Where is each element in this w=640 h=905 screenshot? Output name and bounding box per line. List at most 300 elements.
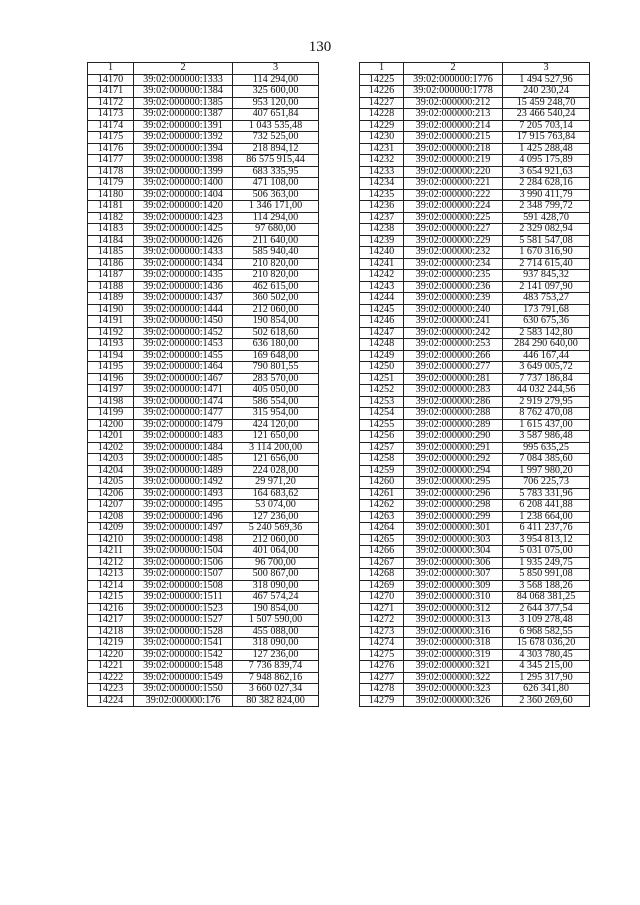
table-row [88,569,319,581]
cadastral-number-cell: 39:02:000000:1507 [134,569,233,581]
row-number-cell: 14248 [360,339,404,351]
table-row [360,661,590,673]
row-number-cell: 14199 [88,408,134,420]
table-row [88,615,319,627]
table-row [88,603,319,615]
row-number-cell: 14263 [360,511,404,523]
row-number-cell: 14272 [360,615,404,627]
table-row [360,258,590,270]
table-row [360,97,590,109]
cadastral-number-cell: 39:02:000000:323 [404,684,503,696]
row-number-cell: 14178 [88,166,134,178]
cadastral-number-cell: 39:02:000000:1425 [134,224,233,236]
row-number-cell: 14202 [88,442,134,454]
row-number-cell: 14206 [88,488,134,500]
cadastral-number-cell: 39:02:000000:1387 [134,109,233,121]
cadastral-number-cell: 39:02:000000:235 [404,270,503,282]
column-header-3: 3 [503,63,590,75]
row-number-cell: 14229 [360,120,404,132]
row-number-cell: 14235 [360,189,404,201]
row-number-cell: 14265 [360,534,404,546]
value-cell: 15 459 248,70 [503,97,590,109]
value-cell: 7 205 703,14 [503,120,590,132]
cadastral-number-cell: 39:02:000000:1489 [134,465,233,477]
row-number-cell: 14210 [88,534,134,546]
row-number-cell: 14207 [88,500,134,512]
row-number-cell: 14194 [88,350,134,362]
row-number-cell: 14176 [88,143,134,155]
row-number-cell: 14237 [360,212,404,224]
value-cell: 636 180,00 [233,339,319,351]
table-row [88,258,319,270]
row-number-cell: 14277 [360,672,404,684]
table-row [88,465,319,477]
value-cell: 6 208 441,88 [503,500,590,512]
table-row [88,500,319,512]
row-number-cell: 14279 [360,695,404,707]
value-cell: 2 583 142,80 [503,327,590,339]
value-cell: 23 466 540,24 [503,109,590,121]
cadastral-number-cell: 39:02:000000:176 [134,695,233,707]
cadastral-number-cell: 39:02:000000:1474 [134,396,233,408]
cadastral-number-cell: 39:02:000000:1452 [134,327,233,339]
cadastral-number-cell: 39:02:000000:214 [404,120,503,132]
table-row [88,189,319,201]
table-row [88,431,319,443]
row-number-cell: 14242 [360,270,404,282]
cadastral-number-cell: 39:02:000000:1776 [404,74,503,86]
value-cell: 4 095 175,89 [503,155,590,167]
cadastral-number-cell: 39:02:000000:232 [404,247,503,259]
row-number-cell: 14264 [360,523,404,535]
row-number-cell: 14254 [360,408,404,420]
value-cell: 3 568 188,26 [503,580,590,592]
table-row [360,431,590,443]
cadastral-number-cell: 39:02:000000:1426 [134,235,233,247]
table-row [88,649,319,661]
table-row [360,86,590,98]
row-number-cell: 14186 [88,258,134,270]
row-number-cell: 14251 [360,373,404,385]
table-row [88,396,319,408]
value-cell: 3 109 278,48 [503,615,590,627]
value-cell: 114 294,00 [233,74,319,86]
table-row [360,74,590,86]
cadastral-number-cell: 39:02:000000:304 [404,546,503,558]
cadastral-number-cell: 39:02:000000:1497 [134,523,233,535]
row-number-cell: 14214 [88,580,134,592]
value-cell: 190 854,00 [233,316,319,328]
row-number-cell: 14216 [88,603,134,615]
value-cell: 1 935 249,75 [503,557,590,569]
value-cell: 80 382 824,00 [233,695,319,707]
row-number-cell: 14227 [360,97,404,109]
row-number-cell: 14221 [88,661,134,673]
cadastral-number-cell: 39:02:000000:222 [404,189,503,201]
table-row [88,661,319,673]
table-row [360,419,590,431]
table-row [360,603,590,615]
cadastral-number-cell: 39:02:000000:1436 [134,281,233,293]
cadastral-number-cell: 39:02:000000:303 [404,534,503,546]
cadastral-number-cell: 39:02:000000:213 [404,109,503,121]
row-number-cell: 14188 [88,281,134,293]
table-row [88,684,319,696]
row-number-cell: 14256 [360,431,404,443]
row-number-cell: 14268 [360,569,404,581]
value-cell: 446 167,44 [503,350,590,362]
cadastral-number-cell: 39:02:000000:1455 [134,350,233,362]
value-cell: 3 990 411,79 [503,189,590,201]
value-cell: 2 919 279,95 [503,396,590,408]
row-number-cell: 14182 [88,212,134,224]
table-row [88,327,319,339]
value-cell: 5 581 547,08 [503,235,590,247]
cadastral-number-cell: 39:02:000000:1778 [404,86,503,98]
table-row [88,511,319,523]
row-number-cell: 14234 [360,178,404,190]
cadastral-number-cell: 39:02:000000:1511 [134,592,233,604]
cadastral-number-cell: 39:02:000000:1485 [134,454,233,466]
value-cell: 3 114 200,00 [233,442,319,454]
table-row [360,143,590,155]
table-row [360,189,590,201]
table-row [360,293,590,305]
cadastral-number-cell: 39:02:000000:221 [404,178,503,190]
row-number-cell: 14273 [360,626,404,638]
table-row [360,235,590,247]
cadastral-number-cell: 39:02:000000:227 [404,224,503,236]
cadastral-number-cell: 39:02:000000:283 [404,385,503,397]
value-cell: 483 753,27 [503,293,590,305]
row-number-cell: 14260 [360,477,404,489]
value-cell: 405 050,00 [233,385,319,397]
row-number-cell: 14215 [88,592,134,604]
row-number-cell: 14269 [360,580,404,592]
table-row [88,408,319,420]
row-number-cell: 14233 [360,166,404,178]
table-row [360,615,590,627]
table-row [360,109,590,121]
value-cell: 240 230,24 [503,86,590,98]
value-cell: 173 791,68 [503,304,590,316]
row-number-cell: 14195 [88,362,134,374]
table-row [88,454,319,466]
cadastral-number-cell: 39:02:000000:295 [404,477,503,489]
cadastral-number-cell: 39:02:000000:229 [404,235,503,247]
cadastral-number-cell: 39:02:000000:234 [404,258,503,270]
value-cell: 7 084 385,60 [503,454,590,466]
row-number-cell: 14213 [88,569,134,581]
row-number-cell: 14183 [88,224,134,236]
row-number-cell: 14252 [360,385,404,397]
row-number-cell: 14171 [88,86,134,98]
cadastral-number-cell: 39:02:000000:215 [404,132,503,144]
table-row [88,201,319,213]
value-cell: 7 948 862,16 [233,672,319,684]
row-number-cell: 14184 [88,235,134,247]
value-cell: 502 618,60 [233,327,319,339]
table-row [360,350,590,362]
value-cell: 1 238 664,00 [503,511,590,523]
table-row [360,132,590,144]
value-cell: 5 240 569,36 [233,523,319,535]
column-header-1: 1 [360,63,404,75]
page-number: 130 [308,39,332,55]
table-row [88,523,319,535]
value-cell: 190 854,00 [233,603,319,615]
table-row [360,672,590,684]
row-number-cell: 14197 [88,385,134,397]
value-cell: 127 236,00 [233,511,319,523]
row-number-cell: 14276 [360,661,404,673]
row-number-cell: 14250 [360,362,404,374]
row-number-cell: 14255 [360,419,404,431]
table-row [88,695,319,707]
cadastral-number-cell: 39:02:000000:1435 [134,270,233,282]
row-number-cell: 14271 [360,603,404,615]
cadastral-number-cell: 39:02:000000:1493 [134,488,233,500]
row-number-cell: 14191 [88,316,134,328]
cadastral-number-cell: 39:02:000000:1528 [134,626,233,638]
row-number-cell: 14181 [88,201,134,213]
table-row [360,569,590,581]
value-cell: 1 670 316,90 [503,247,590,259]
cadastral-number-cell: 39:02:000000:277 [404,362,503,374]
cadastral-number-cell: 39:02:000000:1508 [134,580,233,592]
value-cell: 1 043 535,48 [233,120,319,132]
value-cell: 17 915 763,84 [503,132,590,144]
table-row [360,281,590,293]
value-cell: 4 303 780,45 [503,649,590,661]
value-cell: 401 064,00 [233,546,319,558]
row-number-cell: 14208 [88,511,134,523]
cadastral-number-cell: 39:02:000000:298 [404,500,503,512]
value-cell: 1 425 288,48 [503,143,590,155]
value-cell: 4 345 215,00 [503,661,590,673]
row-number-cell: 14170 [88,74,134,86]
table-row [88,362,319,374]
cadastral-number-cell: 39:02:000000:286 [404,396,503,408]
table-row [360,557,590,569]
table-row [88,304,319,316]
table-row [360,684,590,696]
value-cell: 407 651,84 [233,109,319,121]
cadastral-number-cell: 39:02:000000:1495 [134,500,233,512]
value-cell: 3 587 986,48 [503,431,590,443]
row-number-cell: 14228 [360,109,404,121]
table-row [360,166,590,178]
table-row [360,546,590,558]
cadastral-number-cell: 39:02:000000:1496 [134,511,233,523]
table-row [88,109,319,121]
row-number-cell: 14243 [360,281,404,293]
table-row [88,477,319,489]
cadastral-number-cell: 39:02:000000:1484 [134,442,233,454]
row-number-cell: 14211 [88,546,134,558]
table-row [360,327,590,339]
cadastral-number-cell: 39:02:000000:319 [404,649,503,661]
cadastral-number-cell: 39:02:000000:316 [404,626,503,638]
value-cell: 1 507 590,00 [233,615,319,627]
row-number-cell: 14244 [360,293,404,305]
row-number-cell: 14257 [360,442,404,454]
table-row [360,178,590,190]
value-cell: 2 714 615,40 [503,258,590,270]
row-number-cell: 14230 [360,132,404,144]
table-row [88,592,319,604]
cadastral-number-cell: 39:02:000000:1384 [134,86,233,98]
cadastral-number-cell: 39:02:000000:301 [404,523,503,535]
table-row [360,592,590,604]
table-row [360,477,590,489]
row-number-cell: 14201 [88,431,134,443]
value-cell: 3 649 005,72 [503,362,590,374]
cadastral-number-cell: 39:02:000000:1479 [134,419,233,431]
table-row [88,235,319,247]
value-cell: 2 329 082,94 [503,224,590,236]
row-number-cell: 14189 [88,293,134,305]
value-cell: 96 700,00 [233,557,319,569]
table-row [88,293,319,305]
table-row [88,638,319,650]
row-number-cell: 14226 [360,86,404,98]
table-row [88,247,319,259]
cadastral-number-cell: 39:02:000000:1542 [134,649,233,661]
table-row [360,316,590,328]
value-cell: 318 090,00 [233,580,319,592]
cadastral-number-cell: 39:02:000000:289 [404,419,503,431]
row-number-cell: 14224 [88,695,134,707]
table-row [360,500,590,512]
cadastral-number-cell: 39:02:000000:236 [404,281,503,293]
table-row [88,488,319,500]
column-header-1: 1 [88,63,134,75]
left-table-body [88,74,319,707]
value-cell: 212 060,00 [233,534,319,546]
value-cell: 315 954,00 [233,408,319,420]
table-row [88,281,319,293]
table-row [88,442,319,454]
row-number-cell: 14177 [88,155,134,167]
value-cell: 3 654 921,63 [503,166,590,178]
table-row [88,373,319,385]
cadastral-number-cell: 39:02:000000:1477 [134,408,233,420]
table-row [88,580,319,592]
column-header-2: 2 [404,63,503,75]
cadastral-number-cell: 39:02:000000:307 [404,569,503,581]
value-cell: 6 411 237,76 [503,523,590,535]
value-cell: 29 971,20 [233,477,319,489]
cadastral-number-cell: 39:02:000000:321 [404,661,503,673]
value-cell: 1 494 527,96 [503,74,590,86]
row-number-cell: 14246 [360,316,404,328]
row-number-cell: 14247 [360,327,404,339]
cadastral-number-cell: 39:02:000000:225 [404,212,503,224]
table-row [88,350,319,362]
row-number-cell: 14225 [360,74,404,86]
table-row [360,408,590,420]
value-cell: 212 060,00 [233,304,319,316]
cadastral-number-cell: 39:02:000000:1433 [134,247,233,259]
value-cell: 210 820,00 [233,258,319,270]
table-row [88,270,319,282]
row-number-cell: 14190 [88,304,134,316]
row-number-cell: 14222 [88,672,134,684]
value-cell: 500 867,00 [233,569,319,581]
table-row [88,86,319,98]
value-cell: 127 236,00 [233,649,319,661]
row-number-cell: 14175 [88,132,134,144]
row-number-cell: 14173 [88,109,134,121]
cadastral-number-cell: 39:02:000000:1506 [134,557,233,569]
cadastral-number-cell: 39:02:000000:220 [404,166,503,178]
row-number-cell: 14212 [88,557,134,569]
table-row [360,155,590,167]
cadastral-number-cell: 39:02:000000:296 [404,488,503,500]
table-row [360,465,590,477]
table-row [88,316,319,328]
left-table [87,62,319,707]
value-cell: 7 737 186,84 [503,373,590,385]
header-row [88,63,319,75]
cadastral-number-cell: 39:02:000000:1492 [134,477,233,489]
table-row [360,626,590,638]
header-row [360,63,590,75]
row-number-cell: 14245 [360,304,404,316]
row-number-cell: 14253 [360,396,404,408]
value-cell: 455 088,00 [233,626,319,638]
value-cell: 471 108,00 [233,178,319,190]
cadastral-number-cell: 39:02:000000:1550 [134,684,233,696]
value-cell: 53 074,00 [233,500,319,512]
table-row [360,385,590,397]
cadastral-number-cell: 39:02:000000:1434 [134,258,233,270]
value-cell: 2 284 628,16 [503,178,590,190]
cadastral-number-cell: 39:02:000000:240 [404,304,503,316]
cadastral-number-cell: 39:02:000000:1391 [134,120,233,132]
table-row [88,97,319,109]
cadastral-number-cell: 39:02:000000:242 [404,327,503,339]
value-cell: 462 615,00 [233,281,319,293]
cadastral-number-cell: 39:02:000000:1444 [134,304,233,316]
row-number-cell: 14274 [360,638,404,650]
value-cell: 284 290 640,00 [503,339,590,351]
row-number-cell: 14236 [360,201,404,213]
row-number-cell: 14179 [88,178,134,190]
row-number-cell: 14198 [88,396,134,408]
value-cell: 1 615 437,00 [503,419,590,431]
value-cell: 44 032 244,56 [503,385,590,397]
row-number-cell: 14261 [360,488,404,500]
value-cell: 5 850 991,08 [503,569,590,581]
table-row [88,626,319,638]
cadastral-number-cell: 39:02:000000:299 [404,511,503,523]
cadastral-number-cell: 39:02:000000:292 [404,454,503,466]
cadastral-number-cell: 39:02:000000:1523 [134,603,233,615]
table-row [88,212,319,224]
value-cell: 630 675,36 [503,316,590,328]
cadastral-number-cell: 39:02:000000:306 [404,557,503,569]
value-cell: 318 090,00 [233,638,319,650]
row-number-cell: 14217 [88,615,134,627]
cadastral-number-cell: 39:02:000000:1394 [134,143,233,155]
row-number-cell: 14196 [88,373,134,385]
table-row [360,454,590,466]
cadastral-number-cell: 39:02:000000:219 [404,155,503,167]
value-cell: 2 360 269,60 [503,695,590,707]
cadastral-number-cell: 39:02:000000:224 [404,201,503,213]
